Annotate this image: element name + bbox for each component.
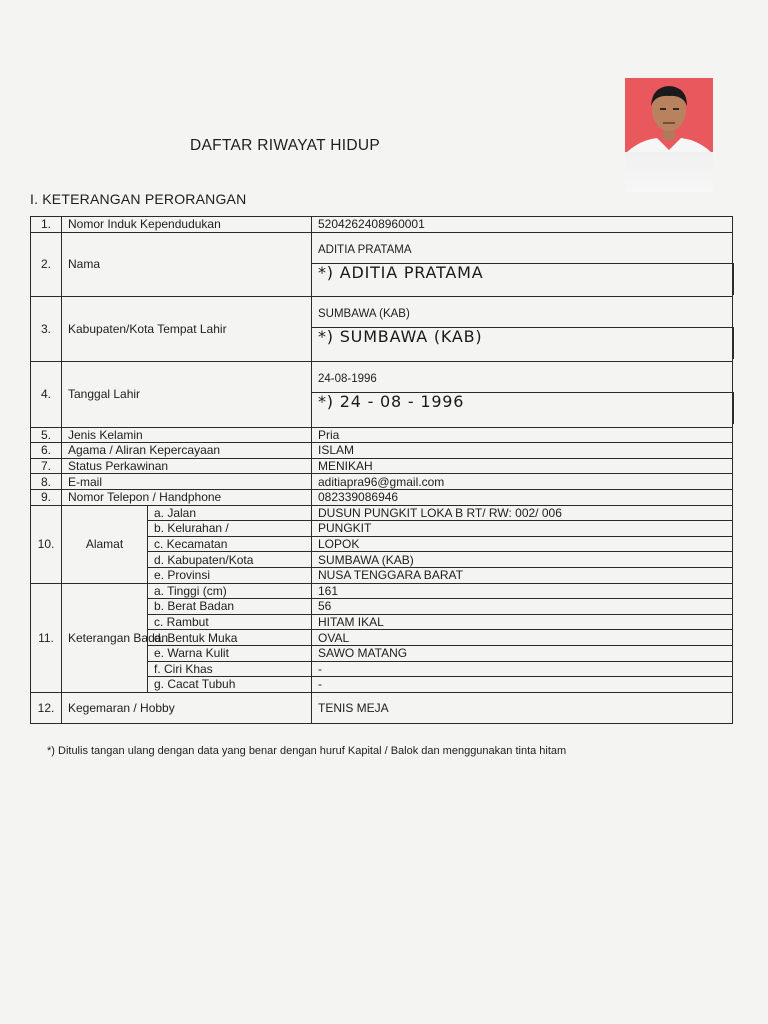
field-value: LOPOK (312, 536, 733, 552)
row-number: 10. (31, 505, 62, 583)
sub-field-label: a. Jalan (148, 505, 312, 521)
sub-field-label: e. Provinsi (148, 567, 312, 583)
field-label: Nomor Induk Kependudukan (62, 217, 312, 233)
field-label: Alamat (62, 505, 148, 583)
field-value-dual (312, 232, 733, 296)
sub-field-label: e. Warna Kulit (148, 645, 312, 661)
row-number: 4. (31, 361, 62, 427)
printed-value: 24-08-1996 (318, 372, 377, 385)
printed-value: SUMBAWA (KAB) (318, 307, 410, 320)
field-value: SAWO MATANG (312, 645, 733, 661)
row-number: 8. (31, 474, 62, 490)
sub-field-label: a. Tinggi (cm) (148, 583, 312, 599)
sub-field-label: g. Cacat Tubuh (148, 677, 312, 693)
field-label: Status Perkawinan (62, 458, 312, 474)
footnote: *) Ditulis tangan ulang dengan data yang benar dengan huruf Kapital / Balok dan menggunakan tinta hitam (47, 745, 567, 757)
field-value: 082339086946 (312, 489, 733, 505)
table-row (31, 474, 733, 490)
sub-field-label: f. Ciri Khas (148, 661, 312, 677)
personal-info-table (30, 216, 733, 724)
field-label: Nomor Telepon / Handphone (62, 489, 312, 505)
table-row (31, 489, 733, 505)
field-label: Jenis Kelamin (62, 427, 312, 443)
field-value: DUSUN PUNGKIT LOKA B RT/ RW: 002/ 006 (312, 505, 733, 521)
table-row (31, 443, 733, 459)
table-row (31, 458, 733, 474)
field-value: TENIS MEJA (312, 692, 733, 723)
field-value: 5204262408960001 (312, 217, 733, 233)
field-label: E-mail (62, 474, 312, 490)
handwritten-value: *) SUMBAWA (KAB) (312, 327, 734, 359)
field-value: - (312, 677, 733, 693)
handwritten-value: *) ADITIA PRATAMA (312, 263, 734, 295)
field-value: PUNGKIT (312, 521, 733, 537)
field-label: Agama / Aliran Kepercayaan (62, 443, 312, 459)
sub-field-label: b. Kelurahan / (148, 521, 312, 537)
sub-field-label: d. Kabupaten/Kota (148, 552, 312, 568)
table-row (31, 427, 733, 443)
handwritten-value: *) 24 - 08 - 1996 (312, 392, 734, 424)
table-row (31, 583, 733, 599)
table-row (31, 361, 733, 427)
field-value: ISLAM (312, 443, 733, 459)
photo-stamp-area (625, 152, 713, 192)
sub-field-label: c. Rambut (148, 614, 312, 630)
field-label: Kabupaten/Kota Tempat Lahir (62, 296, 312, 361)
field-label: Kegemaran / Hobby (62, 692, 312, 723)
sub-field-label: b. Berat Badan (148, 599, 312, 615)
page-title: DAFTAR RIWAYAT HIDUP (190, 137, 380, 154)
row-number: 11. (31, 583, 62, 692)
field-value: 161 (312, 583, 733, 599)
field-value: HITAM IKAL (312, 614, 733, 630)
field-value: aditiapra96@gmail.com (312, 474, 733, 490)
applicant-photo (625, 78, 713, 192)
row-number: 9. (31, 489, 62, 505)
field-value: NUSA TENGGARA BARAT (312, 567, 733, 583)
row-number: 5. (31, 427, 62, 443)
field-value: SUMBAWA (KAB) (312, 552, 733, 568)
field-value: Pria (312, 427, 733, 443)
table-row (31, 296, 733, 361)
row-number: 2. (31, 232, 62, 296)
field-label: Tanggal Lahir (62, 361, 312, 427)
field-value: MENIKAH (312, 458, 733, 474)
field-value-dual (312, 296, 733, 361)
field-value: - (312, 661, 733, 677)
field-label: Nama (62, 232, 312, 296)
field-value: 56 (312, 599, 733, 615)
row-number: 12. (31, 692, 62, 723)
section-heading: I. KETERANGAN PERORANGAN (30, 191, 247, 207)
field-label: Keterangan Badan (62, 583, 148, 692)
row-number: 7. (31, 458, 62, 474)
row-number: 3. (31, 296, 62, 361)
row-number: 6. (31, 443, 62, 459)
table-row (31, 505, 733, 521)
row-number: 1. (31, 217, 62, 233)
field-value-dual (312, 361, 733, 427)
sub-field-label: c. Kecamatan (148, 536, 312, 552)
field-value: OVAL (312, 630, 733, 646)
sub-field-label: d. Bentuk Muka (148, 630, 312, 646)
table-row (31, 692, 733, 723)
table-row (31, 217, 733, 233)
printed-value: ADITIA PRATAMA (318, 243, 412, 256)
table-row (31, 232, 733, 296)
